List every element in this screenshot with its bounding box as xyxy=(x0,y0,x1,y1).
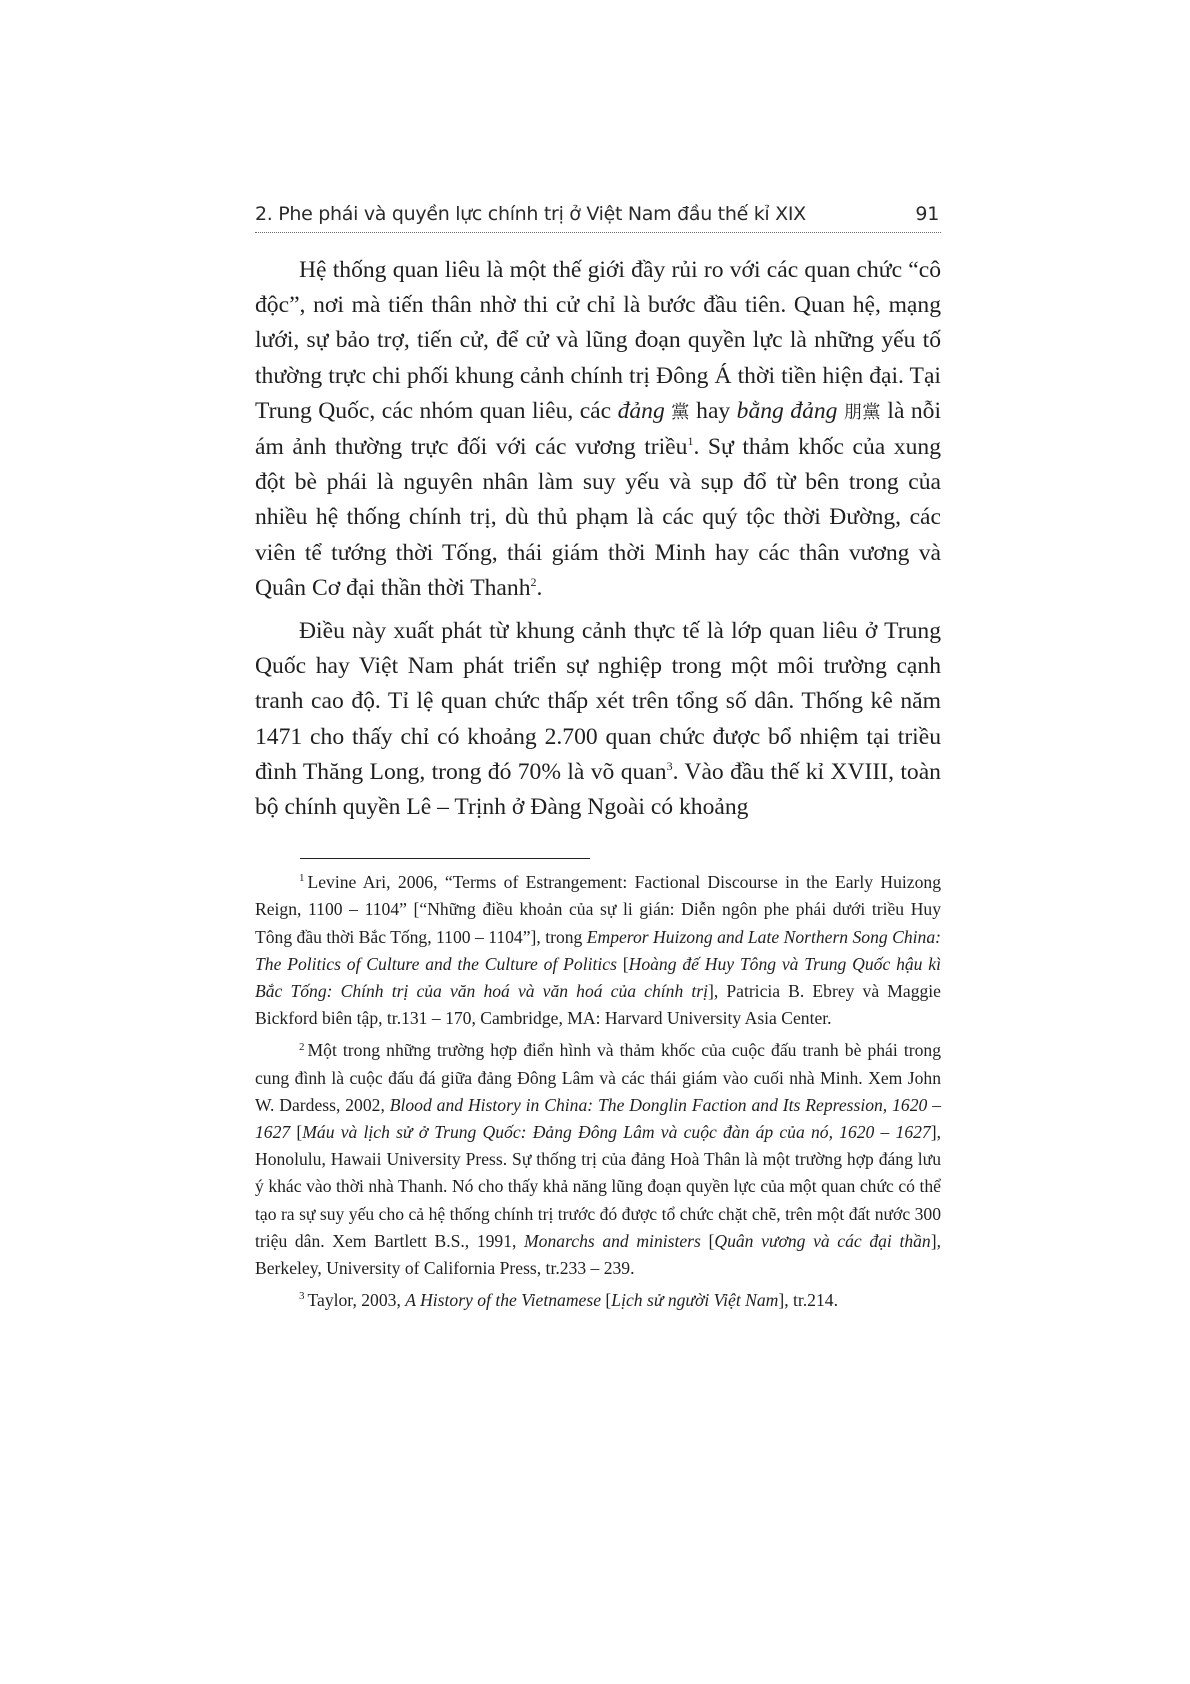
footnotes xyxy=(255,869,941,1314)
paragraph-2 xyxy=(255,614,941,825)
text-run: Levine Ari, 2006, “Terms of Estrangement: Factional Discourse in the Early Huizong Reign, 1100 – 1104” [“Những điều khoản của sự li gián: Diễn ngôn phe phái dưới triều Huy Tông đầu thời Bắc Tống, 1100 – 1104”], trong xyxy=(255,872,941,947)
footnote-number: 3 xyxy=(299,1290,305,1303)
text-run: ], Berkeley, University of California Press, tr.233 – 239. xyxy=(255,1230,941,1279)
text-run: Một trong những trường hợp điển hình và thảm khốc của cuộc đấu tranh bè phái trong cung đình là cuộc đấu đá giữa đảng Đông Lâm và các thái giám vào cuối nhà Minh. Xem John W. Dardess, 2002, xyxy=(255,1040,941,1115)
running-header xyxy=(255,203,941,233)
text-run: là nỗi ám ảnh thường trực đối với các vương triều xyxy=(255,397,942,461)
text-run: Taylor, 2003, xyxy=(307,1290,406,1311)
text-run: [ xyxy=(700,1230,715,1251)
footnote-2 xyxy=(255,1037,941,1282)
paragraph-1 xyxy=(255,253,941,606)
text-run: Điều này xuất phát từ khung cảnh thực tế là lớp quan liêu ở Trung Quốc hay Việt Nam phát triển sự nghiệp trong một môi trường cạnh tranh cao độ. Tỉ lệ quan chức thấp xét trên tổng số dân. Thống kê năm 1471 cho thấy chỉ có khoảng 2.700 quan chức được bổ nhiệm tại triều đình Thăng Long, trong đó 70% là võ quan xyxy=(255,618,941,785)
book-page xyxy=(255,203,941,1320)
running-title: 2. Phe phái và quyền lực chính trị ở Việt Nam đầu thế kỉ XIX xyxy=(255,203,806,225)
footnote-number: 2 xyxy=(299,1040,305,1053)
chinese-characters: 朋黨 xyxy=(843,401,881,423)
footnote-separator xyxy=(300,858,590,859)
italic-term: bằng đảng xyxy=(736,397,838,424)
footnote-3 xyxy=(255,1287,941,1314)
text-run: [ xyxy=(616,953,629,974)
main-text xyxy=(255,253,941,825)
text-run: hay xyxy=(689,397,737,424)
chinese-characters: 黨 xyxy=(671,401,690,423)
page-number: 91 xyxy=(915,203,939,225)
italic-title: A History of the Vietnamese xyxy=(405,1290,602,1311)
italic-term: đảng xyxy=(617,397,665,424)
italic-title: Lịch sử người Việt Nam xyxy=(611,1290,779,1311)
footnote-1 xyxy=(255,869,941,1032)
italic-title: Blood and History in China: The Donglin Faction and Its Repression, 1620 – 1627 xyxy=(255,1094,941,1143)
footnote-reference[interactable]: 3 xyxy=(666,758,673,773)
text-run: . Sự thảm khốc của xung đột bè phái là nguyên nhân làm suy yếu và sụp đổ từ bên trong của nhiều hệ thống chính trị, dù thủ phạm là các quý tộc thời Đường, các viên tể tướng thời Tống, thái giám thời Minh hay các thân vương và Quân Cơ đại thần thời Thanh xyxy=(255,434,941,601)
text-run: . xyxy=(536,574,543,601)
footnote-reference[interactable]: 2 xyxy=(530,574,537,589)
footnote-number: 1 xyxy=(299,872,305,885)
italic-title: Monarchs and ministers xyxy=(524,1230,701,1251)
text-run: [ xyxy=(290,1122,303,1143)
text-run: . Vào đầu thế kỉ XVIII, toàn bộ chính quyền Lê – Trịnh ở Đàng Ngoài có khoảng xyxy=(255,758,941,821)
text-run: ], tr.214. xyxy=(778,1290,838,1311)
italic-title: Hoàng đế Huy Tông và Trung Quốc hậu kì Bắc Tống: Chính trị của văn hoá và văn hoá của chính trị xyxy=(255,953,941,1002)
text-run: ], Honolulu, Hawaii University Press. Sự thống trị của đảng Hoà Thân là một trường hợp đáng lưu ý khác vào thời nhà Thanh. Nó cho thấy khả năng lũng đoạn quyền lực của một quan chức có thể tạo ra sự suy yếu cho cả hệ thống chính trị trước đó được tổ chức chặt chẽ, trên một đất nước 300 triệu dân. Xem Bartlett B.S., 1991, xyxy=(255,1122,941,1251)
text-run: ], Patricia B. Ebrey và Maggie Bickford biên tập, tr.131 – 170, Cambridge, MA: Harvard University Asia Center. xyxy=(255,981,941,1029)
footnote-reference[interactable]: 1 xyxy=(687,434,694,449)
italic-title: Máu và lịch sử ở Trung Quốc: Đảng Đông Lâm và cuộc đàn áp của nó, 1620 – 1627 xyxy=(302,1122,931,1143)
italic-title: Emperor Huizong and Late Northern Song China: The Politics of Culture and the Culture of Politics xyxy=(255,926,941,974)
text-run: Hệ thống quan liêu là một thế giới đầy rủi ro với các quan chức “cô độc”, nơi mà tiến thân nhờ thi cử chỉ là bước đầu tiên. Quan hệ, mạng lưới, sự bảo trợ, tiến cử, để cử và lũng đoạn quyền lực là những yếu tố thường trực chi phối khung cảnh chính trị Đông Á thời tiền hiện đại. Tại Trung Quốc, các nhóm quan liêu, các xyxy=(255,257,941,424)
italic-title: Quân vương và các đại thần xyxy=(714,1230,931,1251)
text-run: [ xyxy=(601,1290,612,1311)
